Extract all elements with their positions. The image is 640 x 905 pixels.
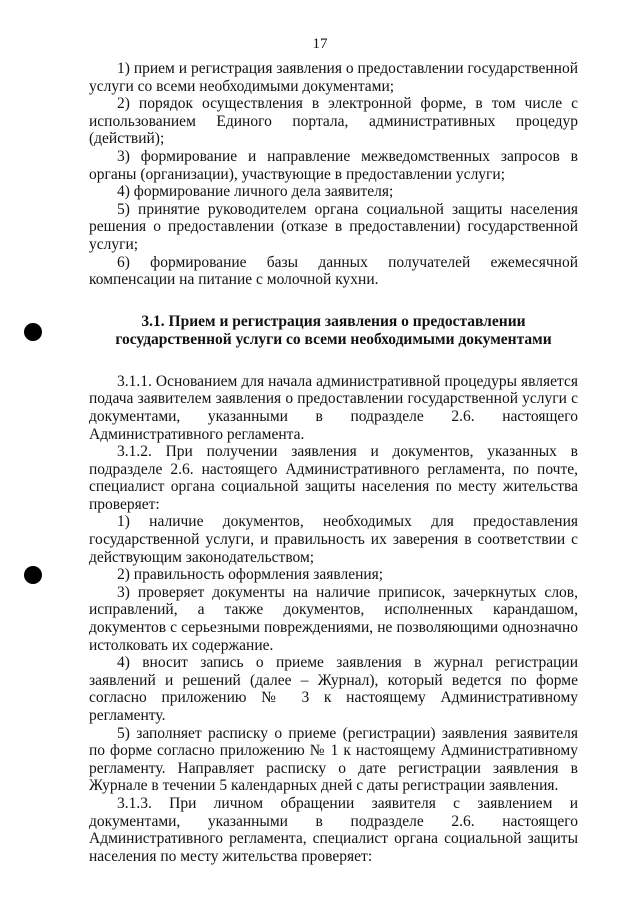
section-heading-line: 3.1. Прием и регистрация заявления о предоставлении: [141, 312, 526, 330]
paragraph: 1) наличие документов, необходимых для предоставления государственной услуги, и правильность их заверения в соответствии с действующим законодательством;: [89, 513, 578, 566]
list-item: 4) формирование личного дела заявителя;: [117, 183, 394, 201]
paragraph: 5) заполняет расписку о приеме (регистрации) заявления заявителя по форме согласно приложению № 1 к настоящему Административному регламенту. Направляет расписку о дате регистрации заявления в Журнале в течении 5 календарных дней с даты регистрации заявления.: [89, 724, 578, 795]
page-number: 17: [312, 36, 328, 52]
section-heading-line: государственной услуги со всеми необходимыми документами: [115, 330, 552, 348]
paragraph: 2) правильность оформления заявления;: [117, 566, 384, 584]
list-item: 2) порядок осуществления в электронной форме, в том числе с использованием Единого портала, административных процедур (действий);: [89, 95, 578, 148]
punch-hole-bottom: [24, 566, 42, 584]
section-heading: [89, 313, 578, 349]
paragraph: 3.1.2. При получении заявления и документов, указанных в подразделе 2.6. настоящего Административного регламента, по почте, специалист органа социальной защиты населения по месту жительства проверяет:: [89, 443, 578, 513]
paragraph: 3.1.3. При личном обращении заявителя с заявлением и документами, указанными в подразделе 2.6. настоящего Административного регламента, специалист органа социальной защиты населения по месту жительства проверяет:: [89, 794, 578, 865]
document-body: [89, 60, 578, 865]
paragraph: 3.1.1. Основанием для начала административной процедуры является подача заявителем заявления о предоставлении государственной услуги с документами, указанными в подразделе 2.6. настоящего Административного регламента.: [89, 372, 578, 443]
paragraph: 4) вносит запись о приеме заявления в журнал регистрации заявлений и решений (далее – Журнал), который ведется по форме согласно приложению № 3 к настоящему Административному регламенту.: [89, 654, 578, 724]
punch-hole-top: [24, 323, 42, 341]
list-item: 3) формирование и направление межведомственных запросов в органы (организации), участвующие в предоставлении услуги;: [89, 147, 578, 183]
list-item: 1) прием и регистрация заявления о предоставлении государственной услуги со всеми необходимыми документами;: [89, 60, 578, 95]
list-item: 5) принятие руководителем органа социальной защиты населения решения о предоставлении (отказе в предоставлении) государственной услуги;: [89, 200, 578, 253]
paragraph: 3) проверяет документы на наличие приписок, зачеркнутых слов, исправлений, а также документов, исполненных карандашом, документов с серьезными повреждениями, не позволяющими однозначно истолковать их содержание.: [89, 583, 578, 654]
list-item: 6) формирование базы данных получателей ежемесячной компенсации на питание с молочной кухни.: [89, 253, 578, 289]
